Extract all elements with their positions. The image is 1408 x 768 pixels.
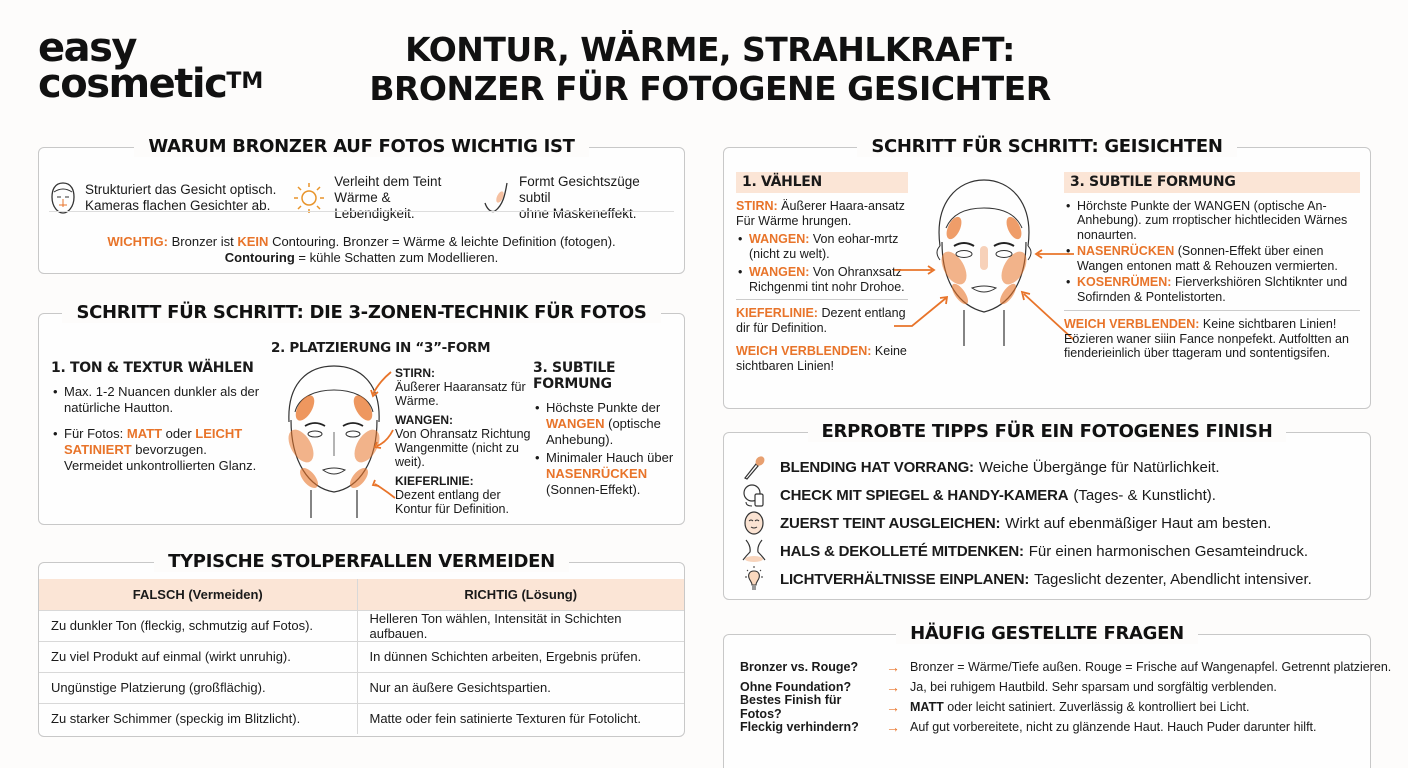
pitfalls-panel xyxy=(38,551,685,737)
why-item xyxy=(292,174,469,222)
faq-item xyxy=(740,657,1392,677)
table-row: Ungünstige Platzierung (großflächig). Nur an äußere Gesichtspartien. xyxy=(39,672,684,703)
zone-technique-panel xyxy=(38,302,685,525)
why-line2: Kameras flachen Gesichter ab. xyxy=(85,198,271,213)
steps-face-panel xyxy=(723,136,1371,409)
tip-item: LICHTVERHÄLTNISSE EINPLANEN: Tageslicht dezenter, Abendlicht intensiver. xyxy=(742,565,1360,593)
arrow-right-icon: → xyxy=(886,719,900,735)
faq-item xyxy=(740,717,1364,737)
geis-bullet: • KOSENRÜMEN: Fierverkshiören Slchtiknter und Sofirnden & Pontelistorten. xyxy=(1064,275,1360,304)
tip-item: HALS & DEKOLLETÉ MITDENKEN: Für einen harmonischen Gesamteindruck. xyxy=(742,537,1360,565)
weich-text: WEICH VERBLENDEN: Keine sichtbaren Linien! Eözieren waner siiin Fance nonpefekt. Autfoltten an fienderieinlich über ttageram und sontentigsifen. xyxy=(1064,317,1349,360)
geis-right-column xyxy=(1064,172,1360,361)
divider xyxy=(1064,310,1360,311)
why-item xyxy=(49,174,278,222)
title-line1: KONTUR, WÄRME, STRAHLKRAFT: xyxy=(405,30,1015,69)
faq-question: Bestes Finish für Fotos? xyxy=(740,693,842,721)
step3-heading: 3. SUBTILE FORMUNG xyxy=(533,360,616,392)
table-header xyxy=(39,579,684,610)
why-line1: Verleiht dem Teint xyxy=(334,174,442,189)
faq-answer: Ja, bei ruhigem Hautbild. Sehr sparsam und sorgfältig verblenden. xyxy=(910,680,1277,694)
zone-item: WANGEN: Von Ohransatz Richtung Wangenmitte (nicht zu weit). xyxy=(395,413,531,469)
geis-title: SCHRITT FÜR SCHRITT: GEISICHTEN xyxy=(857,136,1236,157)
geis-left-heading: 1. VÄHLEN xyxy=(736,172,908,193)
geis-bullet: • WANGEN: Von Ohranxsatz Richgenmi tint nohr Drohoe. xyxy=(736,265,908,295)
neck-icon xyxy=(742,538,766,564)
trademark: TM xyxy=(226,69,264,94)
why-item xyxy=(483,174,674,222)
tip-item: ZUERST TEINT AUSGLEICHEN: Wirkt auf ebenmäßiger Haut am besten. xyxy=(742,509,1360,537)
step3-bullet: • Höchste Punkte der WANGEN (optische Anhebung). xyxy=(533,400,681,448)
brand-logo xyxy=(38,25,264,107)
table-row: Zu starker Schimmer (speckig im Blitzlicht). Matte oder fein satinierte Texturen für Fotolicht. xyxy=(39,703,684,734)
faq-question: Bronzer vs. Rouge? xyxy=(740,660,859,674)
geis-bullet: • NASENRÜCKEN (Sonnen-Effekt über einen Wangen entonen matt & Rehouzen vermierten. xyxy=(1064,244,1360,273)
faq-panel xyxy=(723,623,1392,768)
why-title: WARUM BRONZER AUF FOTOS WICHTIG IST xyxy=(134,136,588,157)
why-line1: Formt Gesichtszüge subtil xyxy=(518,174,640,205)
brush-icon xyxy=(742,454,766,480)
divider xyxy=(736,299,908,300)
face-structure-icon xyxy=(49,181,77,215)
arrow-right-icon: → xyxy=(886,659,900,675)
stirn-text: STIRN: Äußerer Haara-ansatz Für Wärme hrungen. xyxy=(736,199,905,228)
pitfalls-table xyxy=(39,579,684,734)
why-line2: Wärme & Lebendigkeit. xyxy=(334,190,415,221)
tip-item: BLENDING HAT VORRANG: Weiche Übergänge für Natürlichkeit. xyxy=(742,453,1360,481)
step1-column xyxy=(51,360,261,484)
faq-answer: Auf gut vorbereitete, nicht zu glänzende Haut. Hauch Puder darunter hilft. xyxy=(910,720,1317,734)
tip-item: CHECK MIT SPIEGEL & HANDY-KAMERA (Tages- & Kunstlicht). xyxy=(742,481,1360,509)
step2-heading: 2. PLATZIERUNG IN “3”-FORM xyxy=(271,340,491,356)
step1-heading: 1. TON & TEXTUR WÄHLEN xyxy=(51,360,254,376)
brand-line1: easy xyxy=(38,25,137,71)
zone-list xyxy=(395,366,535,521)
geis-right-heading: 3. SUBTILE FORMUNG xyxy=(1064,172,1360,193)
step3-bullet: • Minimaler Hauch über NASENRÜCKEN (Sonnen-Effekt). xyxy=(533,450,681,498)
header-wrong: FALSCH (Vermeiden) xyxy=(39,579,357,610)
face-diagram-icon xyxy=(269,362,399,518)
pitfalls-title: TYPISCHE STOLPERFALLEN VERMEIDEN xyxy=(154,551,569,572)
zone-item: STIRN: Äußerer Haaransatz für Wärme. xyxy=(395,366,526,408)
geis-left-column xyxy=(736,172,908,382)
zone-title: SCHRITT FÜR SCHRITT: DIE 3-ZONEN-TECHNIK FÜR FOTOS xyxy=(62,302,660,323)
zone-item: KIEFERLINIE: Dezent entlang der Kontur für Definition. xyxy=(395,474,509,516)
step1-bullet: • Max. 1-2 Nuancen dunkler als der natürliche Hautton. xyxy=(51,384,261,416)
why-line1: Strukturiert das Gesicht optisch. xyxy=(85,182,277,197)
sun-icon xyxy=(292,181,326,215)
page-title xyxy=(330,30,1090,108)
table-row: Zu viel Produkt auf einmal (wirkt unruhig). In dünnen Schichten arbeiten, Ergebnis prüfen. xyxy=(39,641,684,672)
faq-title: HÄUFIG GESTELLTE FRAGEN xyxy=(896,623,1198,644)
step1-bullet: • Für Fotos: MATT oder LEICHT SATINIERT bevorzugen. Vermeidet unkontrollierten Glanz. xyxy=(51,426,261,474)
why-line2: ohne Maskeneffekt. xyxy=(518,206,637,221)
why-note: WICHTIG: Bronzer ist KEIN Contouring. Bronzer = Wärme & leichte Definition (fotogen). Contouring = kühle Schatten zum Modellieren. xyxy=(107,234,616,265)
title-line2: BRONZER FÜR FOTOGENE GESICHTER xyxy=(369,69,1051,108)
brand-line2: cosmetic xyxy=(38,61,227,107)
face-icon xyxy=(742,510,766,536)
jawline-icon xyxy=(483,181,511,215)
weich-text: WEICH VERBLENDEN: Keine sichtbaren Linien! xyxy=(736,344,907,373)
tips-panel xyxy=(723,421,1371,600)
arrow-right-icon: → xyxy=(886,679,900,695)
table-row: Zu dunkler Ton (fleckig, schmutzig auf Fotos). Helleren Ton wählen, Intensität in Schichten aufbauen. xyxy=(39,610,684,641)
why-panel xyxy=(38,136,685,274)
header-right: RICHTIG (Lösung) xyxy=(357,579,684,610)
faq-answer: Bronzer = Wärme/Tiefe außen. Rouge = Frische auf Wangenapfel. Getrennt platzieren. xyxy=(910,660,1392,674)
faq-item xyxy=(740,693,1364,721)
faq-answer: MATT oder leicht satiniert. Zuverlässig & kontrolliert bei Licht. xyxy=(910,700,1250,714)
mirror-phone-icon xyxy=(742,482,766,508)
faq-question: Ohne Foundation? xyxy=(740,680,852,694)
geis-bullet: • WANGEN: Von eohar-mrtz (nicht zu welt). xyxy=(736,232,908,262)
geis-bullet: • Hörchste Punkte der WANGEN (optische An-Anhebung). zum rroptischer hichtleciden Wärnes nonaurten. xyxy=(1064,199,1360,243)
kiefer-text: KIEFERLINIE: Dezent entlang dir für Definition. xyxy=(736,306,906,335)
lightbulb-icon xyxy=(742,566,766,592)
faq-question: Fleckig verhindern? xyxy=(740,720,859,734)
face-contour-diagram-icon xyxy=(894,166,1074,346)
arrow-right-icon: → xyxy=(886,699,900,715)
step3-column xyxy=(533,360,681,500)
tips-title: ERPROBTE TIPPS FÜR EIN FOTOGENES FINISH xyxy=(808,421,1287,442)
divider xyxy=(49,211,674,212)
